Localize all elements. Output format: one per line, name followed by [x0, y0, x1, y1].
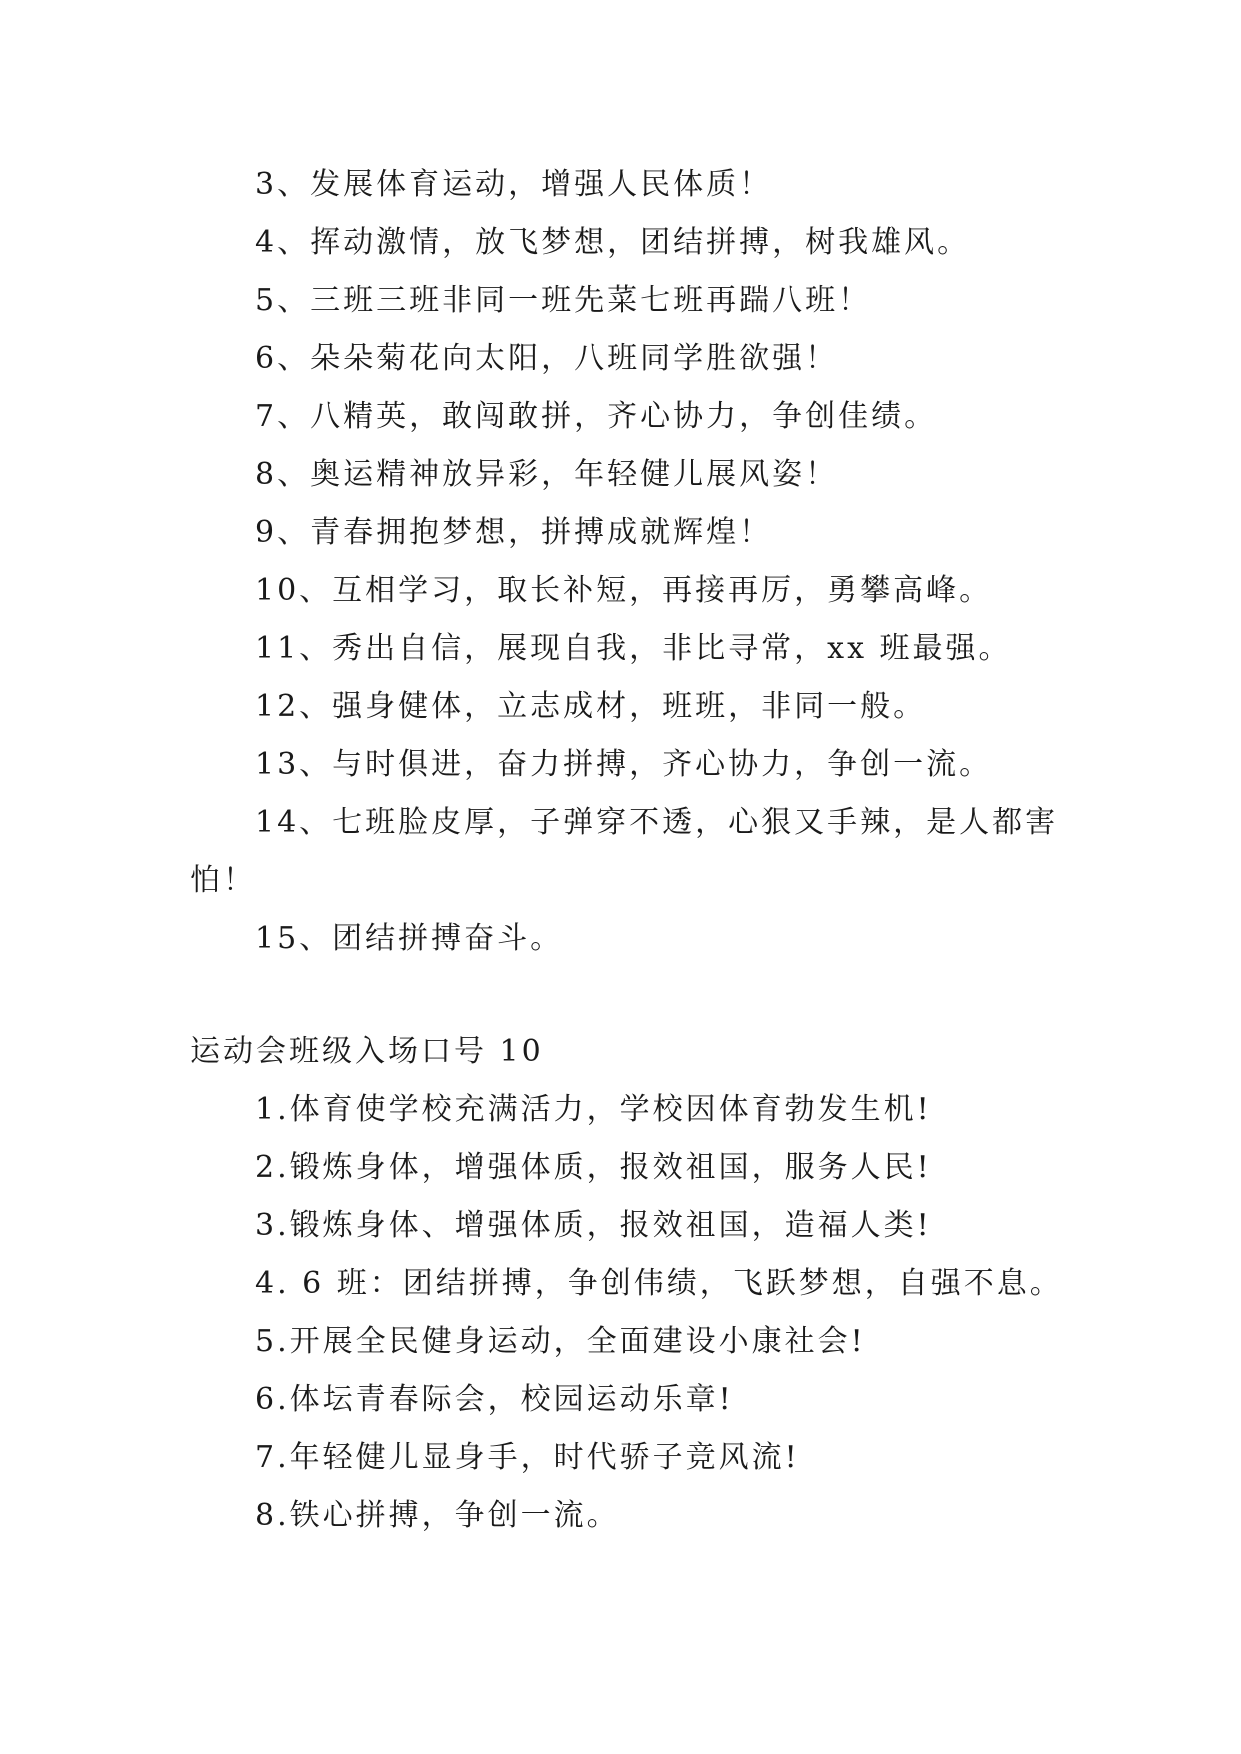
slogan-line: 5、三班三班非同一班先菜七班再踹八班！	[255, 283, 872, 318]
slogan-line: 14、七班脸皮厚，子弹穿不透，心狠又手辣，是人都害	[255, 805, 1059, 840]
slogan-line: 12、强身健体，立志成材，班班，非同一般。	[255, 689, 927, 724]
slogan-line: 6、朵朵菊花向太阳，八班同学胜欲强！	[255, 341, 839, 376]
slogan-line: 9、青春拥抱梦想，拼搏成就辉煌！	[255, 515, 773, 550]
slogan-line: 5.开展全民健身运动，全面建设小康社会!	[255, 1324, 866, 1359]
slogan-line: 1.体育使学校充满活力，学校因体育勃发生机!	[255, 1092, 932, 1127]
slogan-line: 8.铁心拼搏，争创一流。	[255, 1498, 620, 1533]
slogan-line: 2.锻炼身体，增强体质，报效祖国，服务人民!	[255, 1150, 932, 1185]
slogan-line: 11、秀出自信，展现自我，非比寻常，xx 班最强。	[255, 631, 1012, 666]
slogan-line: 7.年轻健儿显身手，时代骄子竞风流!	[255, 1440, 800, 1475]
slogan-line: 13、与时俱进，奋力拼搏，齐心协力，争创一流。	[255, 747, 993, 782]
slogan-line: 10、互相学习，取长补短，再接再厉，勇攀高峰。	[255, 573, 993, 608]
slogan-line: 3.锻炼身体、增强体质，报效祖国，造福人类!	[255, 1208, 932, 1243]
slogan-line-continuation: 怕！	[190, 863, 256, 898]
slogan-line: 4. 6 班：团结拼搏，争创伟绩，飞跃梦想，自强不息。	[255, 1266, 1063, 1301]
slogan-line: 7、八精英，敢闯敢拼，齐心协力，争创佳绩。	[255, 399, 938, 434]
slogan-line: 8、奥运精神放异彩，年轻健儿展风姿！	[255, 457, 839, 492]
slogan-line: 6.体坛青春际会，校园运动乐章!	[255, 1382, 734, 1417]
slogan-line: 3、发展体育运动，增强人民体质！	[255, 167, 773, 202]
slogan-line: 15、团结拼搏奋斗。	[255, 921, 564, 956]
section-heading: 运动会班级入场口号 10	[190, 1034, 544, 1069]
slogan-line: 4、挥动激情，放飞梦想，团结拼搏，树我雄风。	[255, 225, 971, 260]
